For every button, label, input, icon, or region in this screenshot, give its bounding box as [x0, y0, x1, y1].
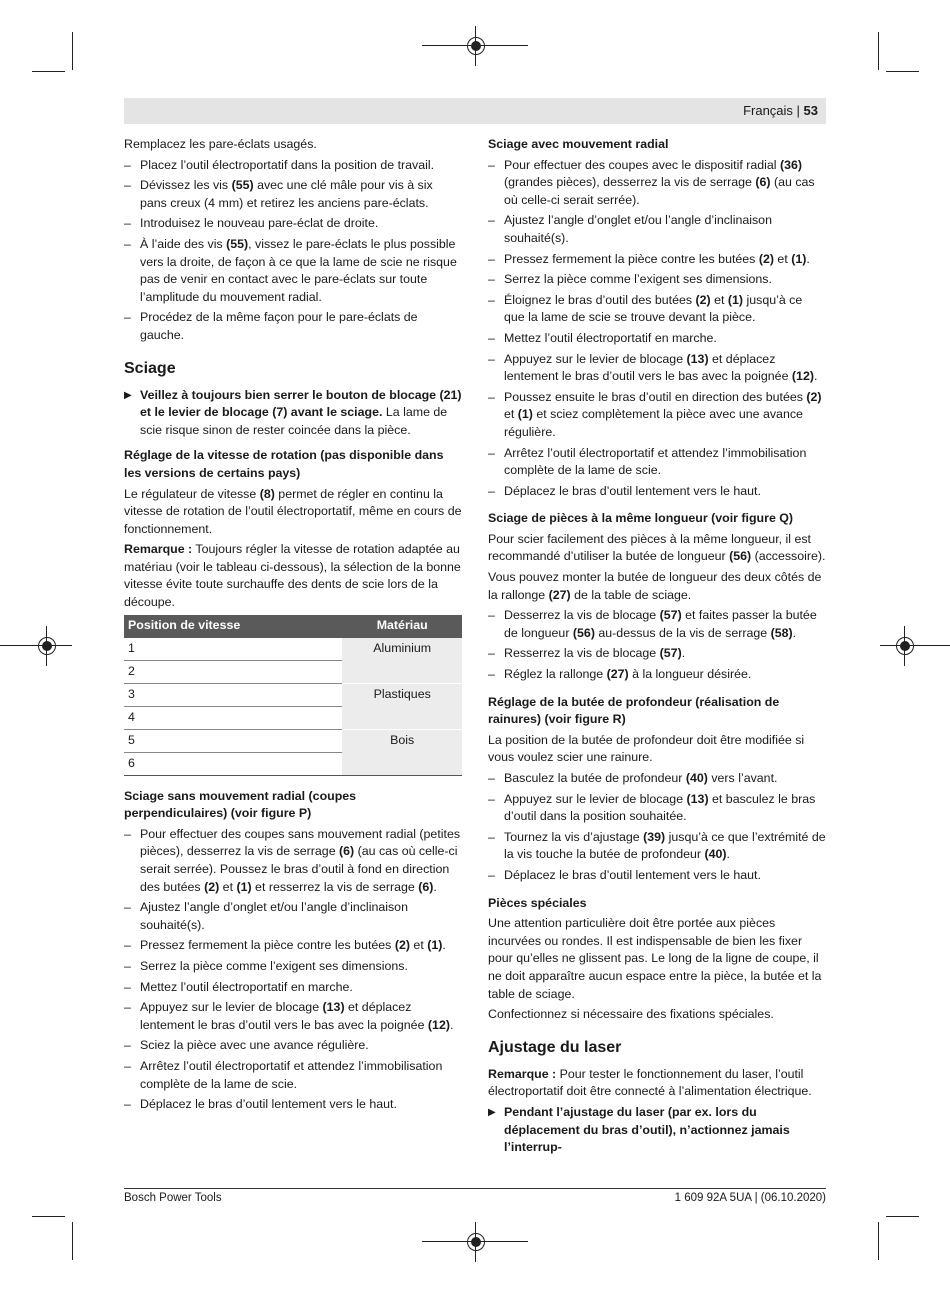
list-item: – Déplacez le bras d’outil lentement vers le haut. [124, 1096, 462, 1114]
list-item: – Sciez la pièce avec une avance régulière. [124, 1037, 462, 1055]
longueur-steps [488, 607, 826, 683]
list-item: – Pressez fermement la pièce contre les butées (2) et (1). [124, 937, 462, 955]
table-cell-position: 4 [124, 706, 342, 729]
speed-table [124, 615, 462, 776]
list-item: – Pour effectuer des coupes avec le dispositif radial (36) (grandes pièces), desserrez la vis de serrage (6) (au cas où celle-ci serait serrée). [488, 157, 826, 210]
section-title-laser: Ajustage du laser [488, 1038, 622, 1056]
list-item: – Réglez la rallonge (27) à la longueur désirée. [488, 666, 826, 684]
avec-radial-steps [488, 157, 826, 501]
table-cell-position: 2 [124, 660, 342, 683]
pieces-paragraph: Confectionnez si nécessaire des fixations spéciales. [488, 1007, 774, 1022]
subsection-title-vitesse: Réglage de la vitesse de rotation (pas disponible dans les versions de certains pays) [124, 448, 444, 480]
longueur-paragraph: Vous pouvez monter la butée de longueur des deux côtés de la rallonge (27) de la table de sciage. [488, 570, 822, 602]
right-column [488, 136, 826, 1163]
table-cell-position: 6 [124, 752, 342, 775]
sans-radial-steps [124, 826, 462, 1114]
table-header-position: Position de vitesse [124, 615, 342, 638]
crop-mark [878, 1222, 879, 1260]
list-item: – Appuyez sur le levier de blocage (13) et déplacez lentement le bras d’outil vers le bas avec la poignée (12). [488, 351, 826, 386]
registration-mark-icon [896, 637, 914, 655]
list-item: – Déplacez le bras d’outil lentement vers le haut. [488, 867, 826, 885]
list-item: – Ajustez l’angle d’onglet et/ou l’angle d’inclinaison souhaité(s). [124, 899, 462, 934]
registration-mark-icon [467, 1233, 485, 1251]
longueur-paragraph: Pour scier facilement des pièces à la même longueur, il est recommandé d’utiliser la butée de longueur (56) (accessoire). [488, 531, 826, 564]
crop-mark [72, 1222, 73, 1260]
table-cell-material: Plastiques [342, 683, 462, 729]
list-item: – À l’aide des vis (55), vissez le pare-éclats le plus possible vers la droite, de façon à ce que la lame de scie ne risque pas de venir en contact avec le pare-éclats sur toute l’amplitude du mouvement radial. [124, 236, 462, 306]
laser-warning: ▶ Pendant l’ajustage du laser (par ex. lors du déplacement du bras d’outil), n’actionnez jamais l’interrup- [488, 1104, 826, 1157]
registration-mark-icon [38, 637, 56, 655]
profondeur-paragraph: La position de la butée de profondeur doit être modifiée si vous voulez scier une rainure. [488, 732, 805, 765]
list-item: – Desserrez la vis de blocage (57) et faites passer la butée de longueur (56) au-dessus de la vis de serrage (58). [488, 607, 826, 642]
pare-eclats-steps [124, 157, 462, 345]
list-item: – Resserrez la vis de blocage (57). [488, 645, 826, 663]
list-item: – Poussez ensuite le bras d’outil en direction des butées (2) et (1) et sciez complètement la pièce avec une avance régulière. [488, 389, 826, 442]
registration-line [880, 645, 950, 646]
header-language: Français [743, 103, 793, 118]
list-item: – Appuyez sur le levier de blocage (13) et déplacez lentement le bras d’outil vers le bas avec la poignée (12). [124, 999, 462, 1034]
list-item: – Éloignez le bras d’outil des butées (2) et (1) jusqu’à ce que la lame de scie se trouve devant la pièce. [488, 292, 826, 327]
crop-mark [32, 1216, 65, 1217]
list-item: – Mettez l’outil électroportatif en marche. [124, 979, 462, 997]
list-item: – Introduisez le nouveau pare-éclat de droite. [124, 215, 462, 233]
remarque-text: Remarque : Toujours régler la vitesse de rotation adaptée au matériau (voir le tableau ci-dessous), la sélection de la bonne vitesse évite toute surchauffe des dents de scie lors de la découpe. [124, 542, 461, 610]
safety-warning [124, 387, 462, 440]
subsection-title-profondeur: Réglage de la butée de profondeur (réalisation de rainures) (voir figure R) [488, 694, 780, 727]
list-item: – Arrêtez l’outil électroportatif et attendez l’immobilisation complète de la lame de scie. [124, 1058, 462, 1093]
section-title-sciage: Sciage [124, 359, 176, 377]
warning-bold: Veillez à toujours bien serrer le bouton de blocage (21) et le levier de blocage (7) avant le sciage. [140, 387, 462, 420]
subsection-title-avec-radial: Sciage avec mouvement radial [488, 137, 669, 151]
list-item: – Procédez de la même façon pour le pare-éclats de gauche. [124, 309, 462, 344]
footer-doc-id: 1 609 92A 5UA | (06.10.2020) [674, 1192, 826, 1204]
crop-mark [886, 1216, 919, 1217]
crop-mark [878, 32, 879, 70]
subsection-title-sans-radial: Sciage sans mouvement radial (coupes perpendiculaires) (voir figure P) [124, 788, 357, 821]
crop-mark [72, 32, 73, 70]
table-header-material: Matériau [342, 615, 462, 638]
registration-mark-icon [467, 37, 485, 55]
vitesse-text: Le régulateur de vitesse (8) permet de régler en continu la vitesse de rotation de l’outil électroportatif, même en cours de fonctionnement. [124, 486, 462, 536]
crop-mark [32, 71, 65, 72]
list-item: – Déplacez le bras d’outil lentement vers le haut. [488, 483, 826, 501]
subsection-title-longueur: Sciage de pièces à la même longueur (voir figure Q) [488, 511, 794, 526]
list-item: – Appuyez sur le levier de blocage (13) et basculez le bras d’outil dans la position souhaitée. [488, 791, 826, 826]
list-item: – Ajustez l’angle d’onglet et/ou l’angle d’inclinaison souhaité(s). [488, 212, 826, 247]
table-cell-position: 3 [124, 683, 342, 706]
footer-brand: Bosch Power Tools [124, 1192, 222, 1204]
list-item: – Mettez l’outil électroportatif en marche. [488, 330, 826, 348]
list-item: – Pressez fermement la pièce contre les butées (2) et (1). [488, 251, 826, 269]
list-item: – Serrez la pièce comme l’exigent ses dimensions. [124, 958, 462, 976]
left-column [124, 136, 462, 1117]
list-item: – Placez l’outil électroportatif dans la position de travail. [124, 157, 462, 175]
footer-rule [124, 1188, 826, 1189]
list-item: – Pour effectuer des coupes sans mouvement radial (petites pièces), desserrez la vis de serrage (6) (au cas où celle-ci serait serrée). Poussez le bras d’outil à fond en direction des butées (2) et (1) et resserrez la vis de serrage (6). [124, 826, 462, 896]
list-item: – Basculez la butée de profondeur (40) vers l’avant. [488, 770, 826, 788]
page-number: 53 [803, 103, 818, 118]
intro-text: Remplacez les pare-éclats usagés. [124, 137, 317, 151]
list-item: – Serrez la pièce comme l’exigent ses dimensions. [488, 271, 826, 289]
list-item: – Dévissez les vis (55) avec une clé mâle pour vis à six pans creux (4 mm) et retirez les anciens pare-éclats. [124, 177, 462, 212]
table-cell-material: Bois [342, 729, 462, 775]
crop-mark [886, 71, 919, 72]
table-cell-position: 5 [124, 729, 342, 752]
subsection-title-pieces: Pièces spéciales [488, 895, 587, 910]
table-cell-material: Aluminium [342, 638, 462, 684]
table-cell-position: 1 [124, 638, 342, 661]
pieces-paragraph: Une attention particulière doit être portée aux pièces incurvées ou rondes. Il est indispensable de bien les fixer pour qu’elles ne glissent pas. Le long de la ligne de coupe, il ne doit apparaître aucun espace entre la pièce, la butée et la table de sciage. [488, 916, 822, 1001]
warning-text: La lame de scie risque sinon de rester coincée dans la pièce. [140, 405, 448, 437]
list-item: – Tournez la vis d’ajustage (39) jusqu’à ce que l’extrémité de la vis touche la butée de profondeur (40). [488, 829, 826, 864]
profondeur-steps [488, 770, 826, 885]
list-item: – Arrêtez l’outil électroportatif et attendez l’immobilisation complète de la lame de scie. [488, 445, 826, 480]
registration-line [0, 645, 72, 646]
laser-remarque: Remarque : Pour tester le fonctionnement du laser, l’outil électroportatif doit être connecté à l’alimentation électrique. [488, 1066, 812, 1099]
page-header: Français | 53 [124, 98, 826, 124]
